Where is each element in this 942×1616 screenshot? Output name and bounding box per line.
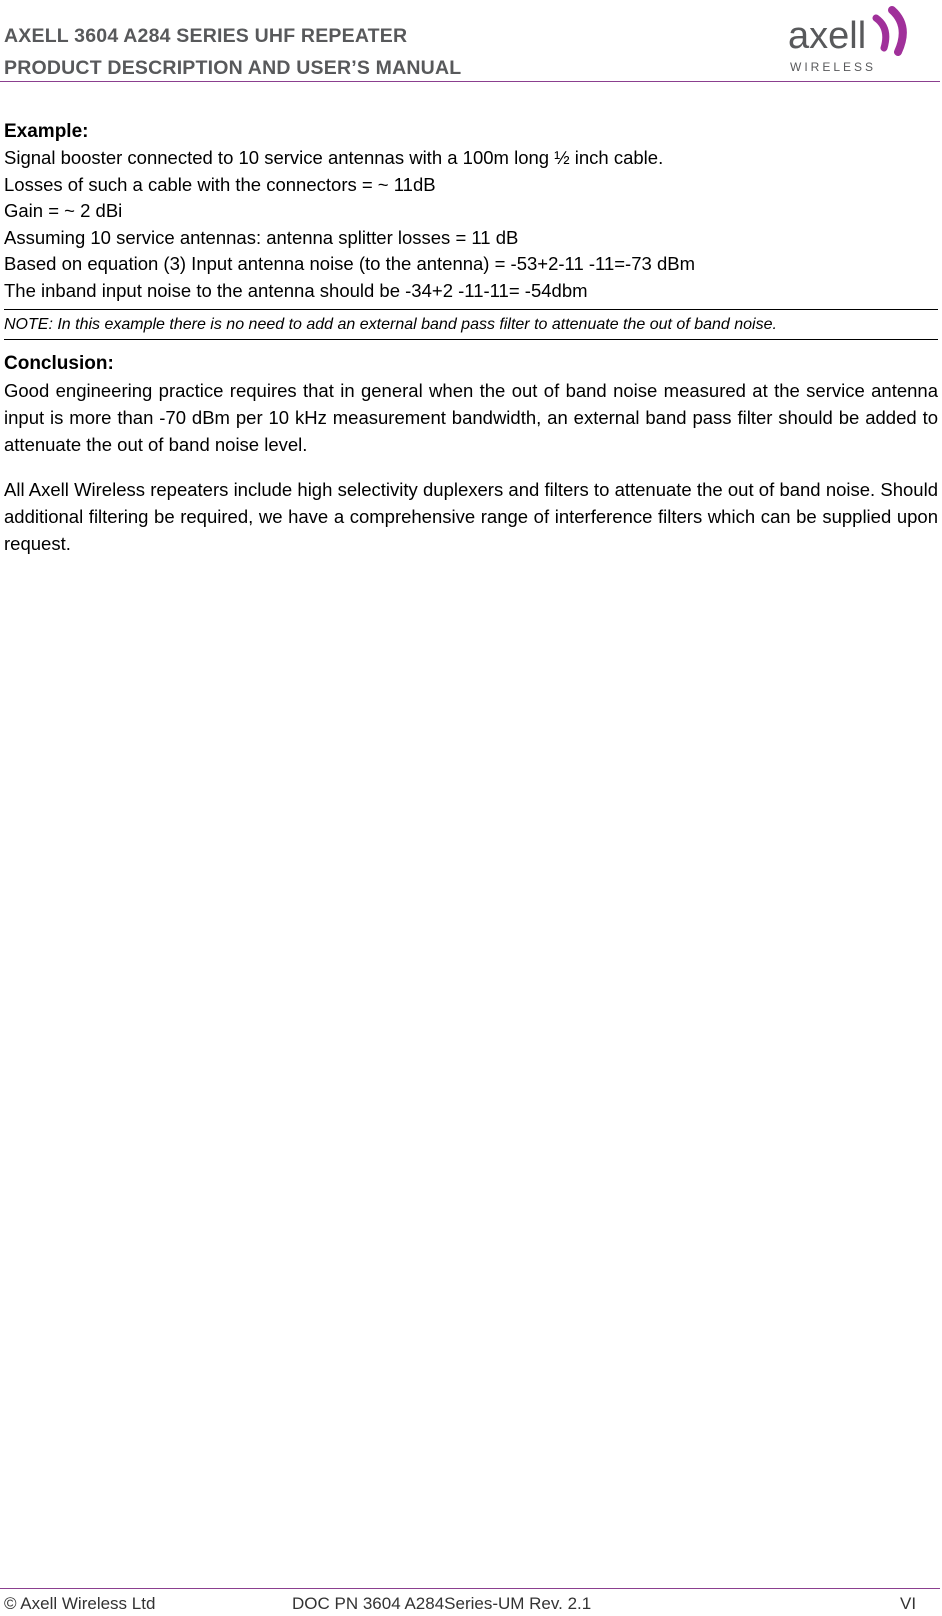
conclusion-paragraph: All Axell Wireless repeaters include high selectivity duplexers and filters to attenuate the out of band noise. Should additional filtering be required, we have a comprehensive range of interference filters which can be supplied upon request. bbox=[4, 479, 938, 554]
logo-word: axell bbox=[788, 15, 867, 57]
logo-sub: WIRELESS bbox=[790, 60, 877, 74]
example-line: Gain = ~ 2 dBi bbox=[4, 200, 123, 221]
note-box: NOTE: In this example there is no need to add an external band pass filter to attenuate the out of band noise. bbox=[4, 309, 938, 340]
example-line: The inband input noise to the antenna should be -34+2 -11-11= -54dbm bbox=[4, 279, 588, 301]
page-content bbox=[4, 118, 938, 557]
example-line: Losses of such a cable with the connectors = ~ 11dB bbox=[4, 173, 436, 195]
example-line: Signal booster connected to 10 service antennas with a 100m long ½ inch cable. bbox=[4, 147, 664, 168]
footer-page-number: VI bbox=[900, 1594, 917, 1613]
header-title-line2: PRODUCT DESCRIPTION AND USER’S MANUAL bbox=[4, 57, 462, 79]
header-divider bbox=[0, 81, 940, 82]
page-header bbox=[0, 0, 942, 82]
conclusion-paragraph: Good engineering practice requires that in general when the out of band noise measured at the service antenna input is more than -70 dBm per 10 kHz measurement bandwidth, an external band pass filter should be added to attenuate the out of band noise level. bbox=[4, 380, 938, 455]
footer-divider bbox=[0, 1588, 940, 1589]
footer-copyright: © Axell Wireless Ltd bbox=[4, 1594, 156, 1613]
example-line: Assuming 10 service antennas: antenna splitter losses = 11 dB bbox=[4, 226, 519, 248]
header-title-line1: AXELL 3604 A284 SERIES UHF REPEATER bbox=[4, 25, 408, 47]
footer-doc-number: DOC PN 3604 A284Series-UM Rev. 2.1 bbox=[292, 1594, 592, 1613]
example-line: Based on equation (3) Input antenna noise (to the antenna) = -53+2-11 -11=-73 dBm bbox=[4, 253, 695, 274]
example-heading: Example: bbox=[4, 121, 89, 142]
axell-wireless-logo bbox=[788, 2, 920, 78]
conclusion-heading: Conclusion: bbox=[4, 353, 114, 374]
